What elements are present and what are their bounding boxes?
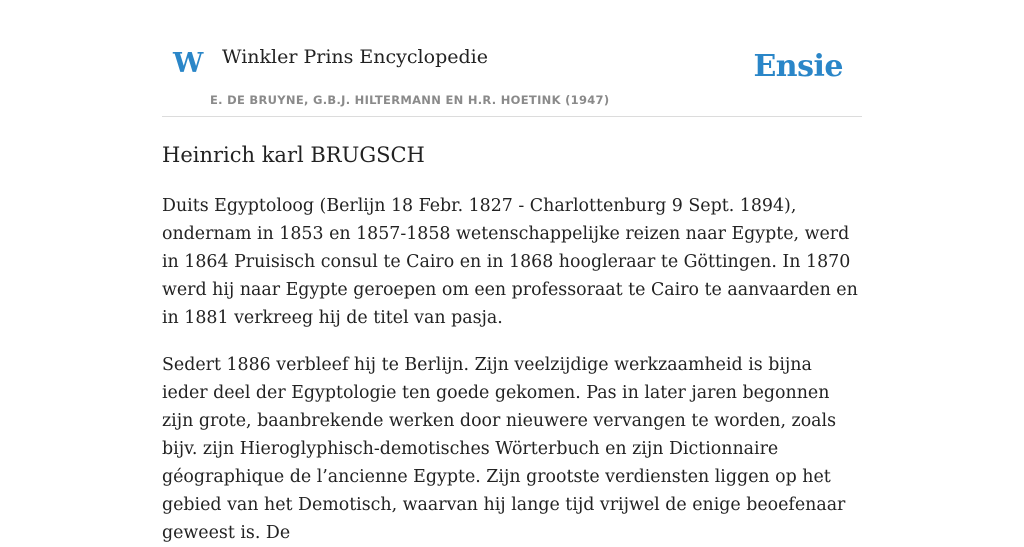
source-authors: E. DE BRUYNE, G.B.J. HILTERMANN EN H.R. HOETINK (1947): [210, 93, 610, 107]
article: [162, 138, 862, 547]
article-paragraph: Duits Egyptoloog (Berlijn 18 Febr. 1827 - Charlottenburg 9 Sept. 1894), ondernam in 1853 en 1857-1858 wetenschappelijke reizen naar Egypte, werd in 1864 Pruisisch consul te Cairo en in 1868 hoogleraar te Göttingen. In 1870 werd hij naar Egypte geroepen om een professoraat te Cairo te aanvaarden en in 1881 verkreeg hij de titel van pasja.: [162, 196, 858, 328]
article-paragraph: Sedert 1886 verbleef hij te Berlijn. Zijn veelzijdige werkzaamheid is bijna ieder deel der Egyptologie ten goede gekomen. Pas in later jaren begonnen zijn grote, baanbrekende werken door nieuwere vervangen te worden, zoals bijv. zijn Hieroglyphisch-demotisches Wörterbuch en zijn Dictionnaire géographique de l’ancienne Egypte. Zijn grootste verdiensten liggen op het gebied van het Demotisch, waarvan hij lange tijd vrijwel de enige beoefenaar geweest is. De: [162, 355, 846, 543]
article-title: Heinrich karl BRUGSCH: [162, 143, 425, 167]
winkler-prins-logo[interactable]: W: [173, 48, 204, 79]
site-header: [162, 0, 862, 117]
source-title[interactable]: Winkler Prins Encyclopedie: [222, 46, 488, 68]
ensie-logo[interactable]: Ensie: [753, 49, 843, 84]
